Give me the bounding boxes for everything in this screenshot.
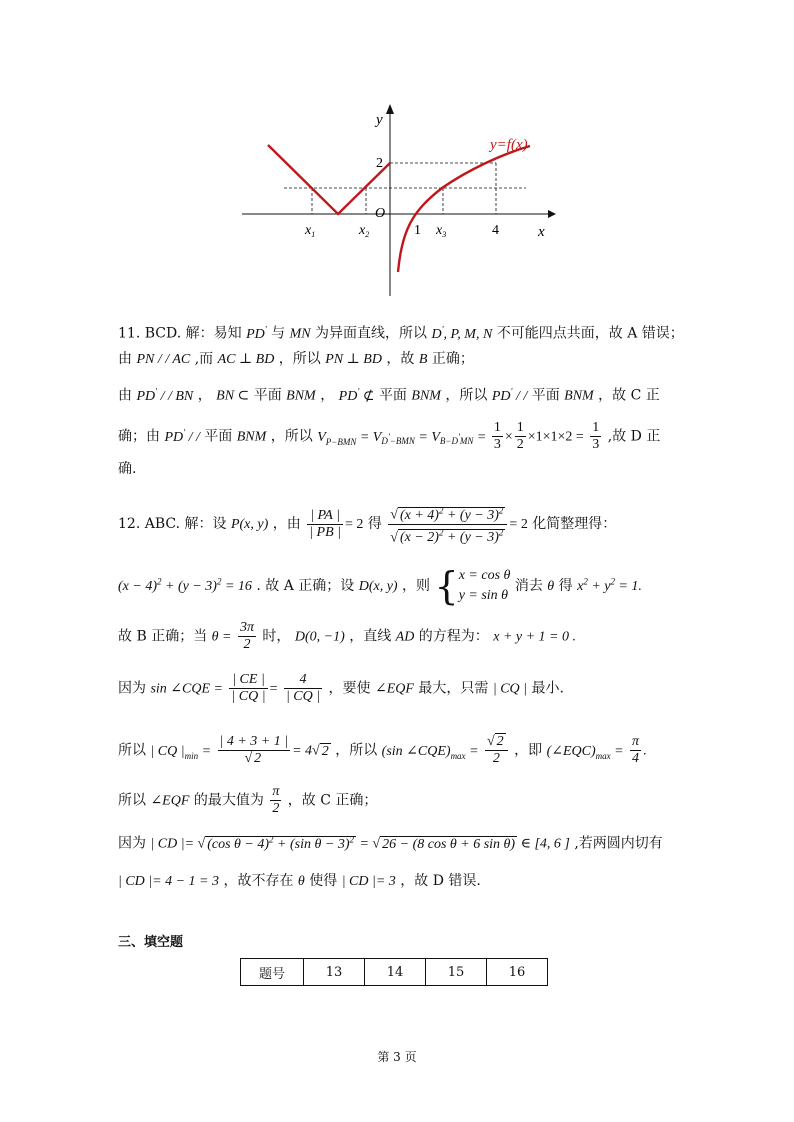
q12-line-2: $(x - 4)^2 + (y - 3)^2 = 16$ . 故 A 正确；设 D(x, y) ，则 { x = cos θ y = sin θ 消去 θ 得 $x^2 + y^2 = 1$.: [118, 564, 642, 608]
curve-log-branch: [398, 146, 530, 272]
table-cell: 13: [304, 959, 365, 986]
x1-label: $x_1$: [305, 223, 316, 239]
table-cell: 15: [426, 959, 487, 986]
x2-label: $x_2$: [359, 223, 370, 239]
func-label: y=f(x): [490, 137, 528, 153]
dashed-guides: [284, 163, 526, 214]
table-row: [241, 959, 548, 986]
tick-4-label: 4: [492, 223, 499, 238]
x-axis-arrow: [548, 210, 556, 218]
score-table: [240, 958, 548, 986]
q12-line-7: 因为 | CD |= √ (cos θ − 4)$^2$ + (sin θ − 3)$^2$ = √ 26 − (8 cos θ + 6 sin θ) ∈ [4, 6 ] ,若两圆内切有: [118, 834, 663, 852]
q11-line-5: 确.: [118, 461, 137, 477]
section-title: 三、填空题: [118, 935, 184, 950]
x3-label: $x_3$: [436, 223, 447, 239]
q11-line-1: 11. BCD. 解：易知 PD' 与 MN 为异面直线，所以 D', P, M, N 不可能四点共面，故 A 错误；: [118, 324, 684, 342]
q11-line-3: 由 PD' / / BN ， BN ⊂ 平面 BNM ， PD' ⊄ 平面 BNM ，所以 PD' / / 平面 BNM ，故 C 正: [118, 386, 660, 404]
function-graph: [230, 100, 560, 300]
q12-line-4: 因为 sin ∠CQE = $\frac{| CE |}{| CQ |}$ = $\frac{4}{| CQ |}$ ，要使 ∠EQF 最大，只需 | CQ | 最小.: [118, 672, 564, 704]
y-axis-label: y: [376, 112, 383, 128]
table-cell: 14: [365, 959, 426, 986]
tick-2-label: 2: [376, 156, 383, 171]
table-cell-header: 题号: [241, 959, 304, 986]
x-axis-label: x: [538, 224, 545, 240]
y-axis-arrow: [386, 104, 394, 114]
table-cell: 16: [487, 959, 548, 986]
q12-line-8: | CD |= 4 − 1 = 3 ，故不存在 θ 使得 | CD |= 3 ，故 D 错误.: [118, 873, 481, 889]
q12-line-3: 故 B 正确；当 θ = $\frac{3\pi}{2}$ 时， D(0, −1) ，直线 AD 的方程为： x + y + 1 = 0 .: [118, 620, 577, 652]
q11-line-4: 确；由 PD' / / 平面 BNM ，所以 $V_{P-BMN} = V_{D'-BMN} = V_{B-D'MN}$ = $\frac{1}{3}$ × $\frac{1}{2}$ ×1×1×2 = $\frac{1}{3}$ ,故 D 正: [118, 420, 661, 452]
q12-line-6: 所以 ∠EQF 的最大值为 $\frac{\pi}{2}$ ，故 C 正确；: [118, 784, 378, 816]
curve-left-v: [268, 145, 390, 214]
q12-line-1: 12. ABC. 解：设 P(x, y) ，由 $\frac{| PA |}{| PB |}$ = 2 得 $\frac{√ (x + 4)^2 + (y - 3)^2}{√ (x - 2)^2 + (y - 3)^2}$ = 2 化简整理得：: [118, 502, 616, 546]
tick-1-label: 1: [414, 223, 421, 238]
page-number: 第 3 页: [377, 1050, 417, 1064]
q12-line-5: 所以 | CQ $|_{min}$ = $\frac{| 4 + 3 + 1 |}{√ 2}$ = 4√ 2 ，所以 (sin $\angle CQE)_{max}$ = $\frac{√ 2}{2}$ ，即 $(\angle EQC)_{max}$ = $\frac{\pi}{4}$ .: [118, 734, 647, 766]
origin-label: O: [375, 206, 386, 221]
q11-line-2: 由 PN / / AC ,而 AC ⊥ BD ，所以 PN ⊥ BD ，故 B 正确；: [118, 351, 474, 367]
